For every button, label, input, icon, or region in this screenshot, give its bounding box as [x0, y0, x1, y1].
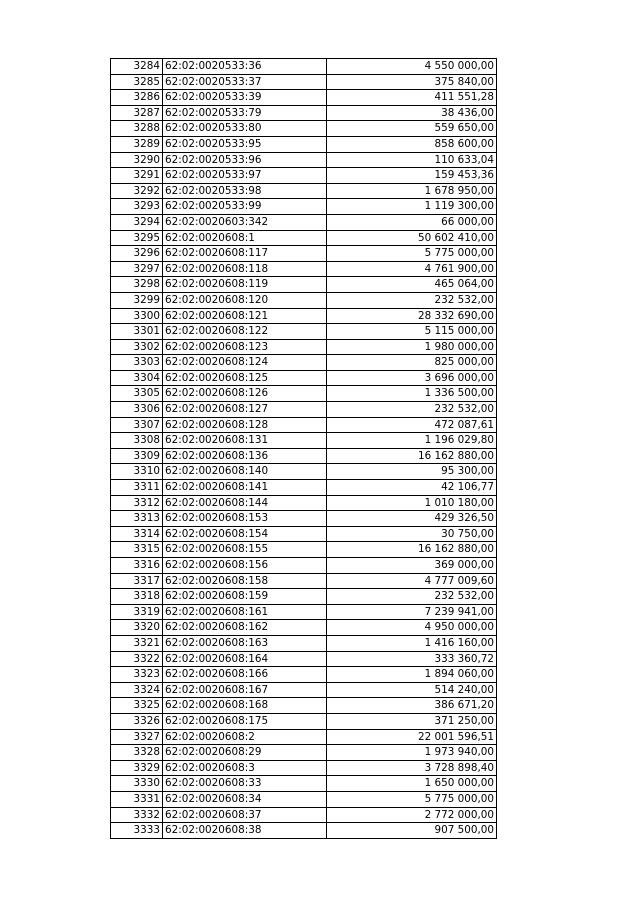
cadastral-value-cell: 375 840,00 — [327, 74, 497, 90]
row-number-cell: 3289 — [111, 136, 163, 152]
table-row — [111, 791, 497, 807]
table-row — [111, 339, 497, 355]
row-number-cell: 3323 — [111, 667, 163, 683]
cadastral-value-cell: 42 106,77 — [327, 480, 497, 496]
cadastral-value-cell: 514 240,00 — [327, 682, 497, 698]
row-number-cell: 3318 — [111, 589, 163, 605]
cadastral-number-cell: 62:02:0020608:128 — [163, 417, 327, 433]
table-row — [111, 776, 497, 792]
row-number-cell: 3321 — [111, 635, 163, 651]
cadastral-value-cell: 28 332 690,00 — [327, 308, 497, 324]
cadastral-number-cell: 62:02:0020608:155 — [163, 542, 327, 558]
table-row — [111, 386, 497, 402]
table-row — [111, 152, 497, 168]
row-number-cell: 3296 — [111, 246, 163, 262]
cadastral-value-cell: 465 064,00 — [327, 277, 497, 293]
cadastral-value-cell: 1 650 000,00 — [327, 776, 497, 792]
cadastral-value-cell: 50 602 410,00 — [327, 230, 497, 246]
cadastral-value-cell: 907 500,00 — [327, 823, 497, 839]
row-number-cell: 3315 — [111, 542, 163, 558]
cadastral-value-cell: 30 750,00 — [327, 526, 497, 542]
row-number-cell: 3284 — [111, 59, 163, 75]
table-row — [111, 246, 497, 262]
row-number-cell: 3319 — [111, 604, 163, 620]
cadastral-value-cell: 858 600,00 — [327, 136, 497, 152]
cadastral-number-cell: 62:02:0020608:131 — [163, 433, 327, 449]
row-number-cell: 3286 — [111, 90, 163, 106]
table-row — [111, 121, 497, 137]
cadastral-value-cell: 4 950 000,00 — [327, 620, 497, 636]
cadastral-number-cell: 62:02:0020608:2 — [163, 729, 327, 745]
table-row — [111, 604, 497, 620]
table-row — [111, 573, 497, 589]
cadastral-value-cell: 369 000,00 — [327, 558, 497, 574]
cadastral-number-cell: 62:02:0020608:118 — [163, 261, 327, 277]
table-row — [111, 370, 497, 386]
cadastral-value-table — [110, 58, 497, 839]
table-row — [111, 74, 497, 90]
row-number-cell: 3308 — [111, 433, 163, 449]
row-number-cell: 3314 — [111, 526, 163, 542]
cadastral-number-cell: 62:02:0020603:342 — [163, 214, 327, 230]
row-number-cell: 3322 — [111, 651, 163, 667]
cadastral-number-cell: 62:02:0020608:124 — [163, 355, 327, 371]
row-number-cell: 3304 — [111, 370, 163, 386]
cadastral-number-cell: 62:02:0020608:161 — [163, 604, 327, 620]
table-row — [111, 760, 497, 776]
cadastral-number-cell: 62:02:0020608:29 — [163, 745, 327, 761]
cadastral-number-cell: 62:02:0020533:79 — [163, 105, 327, 121]
table-row — [111, 308, 497, 324]
cadastral-value-cell: 825 000,00 — [327, 355, 497, 371]
table-row — [111, 745, 497, 761]
row-number-cell: 3290 — [111, 152, 163, 168]
row-number-cell: 3305 — [111, 386, 163, 402]
cadastral-number-cell: 62:02:0020533:99 — [163, 199, 327, 215]
row-number-cell: 3325 — [111, 698, 163, 714]
row-number-cell: 3288 — [111, 121, 163, 137]
row-number-cell: 3312 — [111, 495, 163, 511]
cadastral-number-cell: 62:02:0020533:97 — [163, 168, 327, 184]
cadastral-value-cell: 232 532,00 — [327, 589, 497, 605]
cadastral-value-cell: 1 894 060,00 — [327, 667, 497, 683]
table-row — [111, 542, 497, 558]
cadastral-number-cell: 62:02:0020533:37 — [163, 74, 327, 90]
row-number-cell: 3317 — [111, 573, 163, 589]
cadastral-value-cell: 1 678 950,00 — [327, 183, 497, 199]
cadastral-number-cell: 62:02:0020608:123 — [163, 339, 327, 355]
cadastral-value-cell: 3 728 898,40 — [327, 760, 497, 776]
table-row — [111, 823, 497, 839]
table-row — [111, 713, 497, 729]
cadastral-number-cell: 62:02:0020608:126 — [163, 386, 327, 402]
cadastral-value-cell: 429 326,50 — [327, 511, 497, 527]
table-row — [111, 807, 497, 823]
table-row — [111, 433, 497, 449]
table-row — [111, 261, 497, 277]
cadastral-number-cell: 62:02:0020533:39 — [163, 90, 327, 106]
cadastral-value-cell: 159 453,36 — [327, 168, 497, 184]
cadastral-number-cell: 62:02:0020608:121 — [163, 308, 327, 324]
table-row — [111, 448, 497, 464]
row-number-cell: 3326 — [111, 713, 163, 729]
cadastral-number-cell: 62:02:0020608:164 — [163, 651, 327, 667]
cadastral-value-cell: 559 650,00 — [327, 121, 497, 137]
cadastral-number-cell: 62:02:0020608:3 — [163, 760, 327, 776]
cadastral-value-cell: 4 761 900,00 — [327, 261, 497, 277]
row-number-cell: 3320 — [111, 620, 163, 636]
cadastral-number-cell: 62:02:0020608:144 — [163, 495, 327, 511]
table-row — [111, 682, 497, 698]
cadastral-value-cell: 3 696 000,00 — [327, 370, 497, 386]
cadastral-number-cell: 62:02:0020608:153 — [163, 511, 327, 527]
table-row — [111, 495, 497, 511]
table-row — [111, 480, 497, 496]
cadastral-number-cell: 62:02:0020533:80 — [163, 121, 327, 137]
cadastral-number-cell: 62:02:0020533:36 — [163, 59, 327, 75]
row-number-cell: 3301 — [111, 324, 163, 340]
cadastral-number-cell: 62:02:0020608:127 — [163, 402, 327, 418]
row-number-cell: 3307 — [111, 417, 163, 433]
row-number-cell: 3331 — [111, 791, 163, 807]
table-row — [111, 277, 497, 293]
row-number-cell: 3295 — [111, 230, 163, 246]
table-row — [111, 635, 497, 651]
table-row — [111, 59, 497, 75]
cadastral-number-cell: 62:02:0020533:98 — [163, 183, 327, 199]
row-number-cell: 3324 — [111, 682, 163, 698]
cadastral-value-cell: 1 416 160,00 — [327, 635, 497, 651]
cadastral-value-cell: 22 001 596,51 — [327, 729, 497, 745]
row-number-cell: 3299 — [111, 292, 163, 308]
cadastral-number-cell: 62:02:0020608:166 — [163, 667, 327, 683]
cadastral-number-cell: 62:02:0020608:141 — [163, 480, 327, 496]
cadastral-number-cell: 62:02:0020608:38 — [163, 823, 327, 839]
row-number-cell: 3293 — [111, 199, 163, 215]
row-number-cell: 3303 — [111, 355, 163, 371]
row-number-cell: 3297 — [111, 261, 163, 277]
table-row — [111, 90, 497, 106]
row-number-cell: 3332 — [111, 807, 163, 823]
row-number-cell: 3333 — [111, 823, 163, 839]
cadastral-value-cell: 4 777 009,60 — [327, 573, 497, 589]
row-number-cell: 3298 — [111, 277, 163, 293]
cadastral-number-cell: 62:02:0020608:159 — [163, 589, 327, 605]
row-number-cell: 3330 — [111, 776, 163, 792]
cadastral-value-cell: 38 436,00 — [327, 105, 497, 121]
cadastral-number-cell: 62:02:0020608:34 — [163, 791, 327, 807]
cadastral-number-cell: 62:02:0020608:119 — [163, 277, 327, 293]
table-row — [111, 417, 497, 433]
row-number-cell: 3300 — [111, 308, 163, 324]
cadastral-value-cell: 232 532,00 — [327, 402, 497, 418]
cadastral-value-cell: 1 010 180,00 — [327, 495, 497, 511]
table-row — [111, 667, 497, 683]
cadastral-number-cell: 62:02:0020608:33 — [163, 776, 327, 792]
cadastral-value-cell: 2 772 000,00 — [327, 807, 497, 823]
table-row — [111, 292, 497, 308]
cadastral-number-cell: 62:02:0020533:95 — [163, 136, 327, 152]
table-row — [111, 511, 497, 527]
table-row — [111, 620, 497, 636]
cadastral-number-cell: 62:02:0020608:117 — [163, 246, 327, 262]
cadastral-value-cell: 5 775 000,00 — [327, 791, 497, 807]
row-number-cell: 3316 — [111, 558, 163, 574]
row-number-cell: 3287 — [111, 105, 163, 121]
row-number-cell: 3327 — [111, 729, 163, 745]
row-number-cell: 3302 — [111, 339, 163, 355]
cadastral-value-cell: 333 360,72 — [327, 651, 497, 667]
table-row — [111, 168, 497, 184]
cadastral-number-cell: 62:02:0020608:162 — [163, 620, 327, 636]
cadastral-value-cell: 472 087,61 — [327, 417, 497, 433]
row-number-cell: 3310 — [111, 464, 163, 480]
cadastral-value-cell: 5 775 000,00 — [327, 246, 497, 262]
cadastral-value-cell: 16 162 880,00 — [327, 448, 497, 464]
cadastral-number-cell: 62:02:0020608:156 — [163, 558, 327, 574]
row-number-cell: 3328 — [111, 745, 163, 761]
table-row — [111, 214, 497, 230]
table-row — [111, 199, 497, 215]
row-number-cell: 3291 — [111, 168, 163, 184]
cadastral-value-cell: 16 162 880,00 — [327, 542, 497, 558]
cadastral-value-cell: 66 000,00 — [327, 214, 497, 230]
table-row — [111, 729, 497, 745]
cadastral-value-cell: 95 300,00 — [327, 464, 497, 480]
cadastral-value-cell: 1 196 029,80 — [327, 433, 497, 449]
row-number-cell: 3294 — [111, 214, 163, 230]
table-row — [111, 183, 497, 199]
cadastral-number-cell: 62:02:0020608:125 — [163, 370, 327, 386]
row-number-cell: 3285 — [111, 74, 163, 90]
row-number-cell: 3311 — [111, 480, 163, 496]
cadastral-value-cell: 411 551,28 — [327, 90, 497, 106]
cadastral-value-cell: 5 115 000,00 — [327, 324, 497, 340]
cadastral-value-cell: 386 671,20 — [327, 698, 497, 714]
table-row — [111, 698, 497, 714]
cadastral-value-cell: 1 980 000,00 — [327, 339, 497, 355]
cadastral-number-cell: 62:02:0020608:140 — [163, 464, 327, 480]
table-row — [111, 558, 497, 574]
cadastral-value-cell: 232 532,00 — [327, 292, 497, 308]
cadastral-number-cell: 62:02:0020608:168 — [163, 698, 327, 714]
table-row — [111, 589, 497, 605]
cadastral-value-cell: 110 633,04 — [327, 152, 497, 168]
table-row — [111, 230, 497, 246]
cadastral-number-cell: 62:02:0020608:158 — [163, 573, 327, 589]
cadastral-number-cell: 62:02:0020608:122 — [163, 324, 327, 340]
cadastral-number-cell: 62:02:0020608:37 — [163, 807, 327, 823]
row-number-cell: 3313 — [111, 511, 163, 527]
cadastral-number-cell: 62:02:0020608:154 — [163, 526, 327, 542]
cadastral-number-cell: 62:02:0020608:120 — [163, 292, 327, 308]
cadastral-number-cell: 62:02:0020608:167 — [163, 682, 327, 698]
row-number-cell: 3292 — [111, 183, 163, 199]
cadastral-number-cell: 62:02:0020533:96 — [163, 152, 327, 168]
cadastral-number-cell: 62:02:0020608:136 — [163, 448, 327, 464]
row-number-cell: 3329 — [111, 760, 163, 776]
table-row — [111, 136, 497, 152]
cadastral-value-cell: 1 973 940,00 — [327, 745, 497, 761]
cadastral-value-cell: 371 250,00 — [327, 713, 497, 729]
table-body — [111, 59, 497, 839]
table-row — [111, 526, 497, 542]
row-number-cell: 3306 — [111, 402, 163, 418]
table-row — [111, 105, 497, 121]
cadastral-number-cell: 62:02:0020608:163 — [163, 635, 327, 651]
cadastral-number-cell: 62:02:0020608:175 — [163, 713, 327, 729]
table-row — [111, 651, 497, 667]
cadastral-value-cell: 4 550 000,00 — [327, 59, 497, 75]
cadastral-value-cell: 7 239 941,00 — [327, 604, 497, 620]
table-row — [111, 464, 497, 480]
table-row — [111, 355, 497, 371]
cadastral-number-cell: 62:02:0020608:1 — [163, 230, 327, 246]
cadastral-value-cell: 1 119 300,00 — [327, 199, 497, 215]
row-number-cell: 3309 — [111, 448, 163, 464]
cadastral-value-cell: 1 336 500,00 — [327, 386, 497, 402]
table-row — [111, 402, 497, 418]
table-row — [111, 324, 497, 340]
